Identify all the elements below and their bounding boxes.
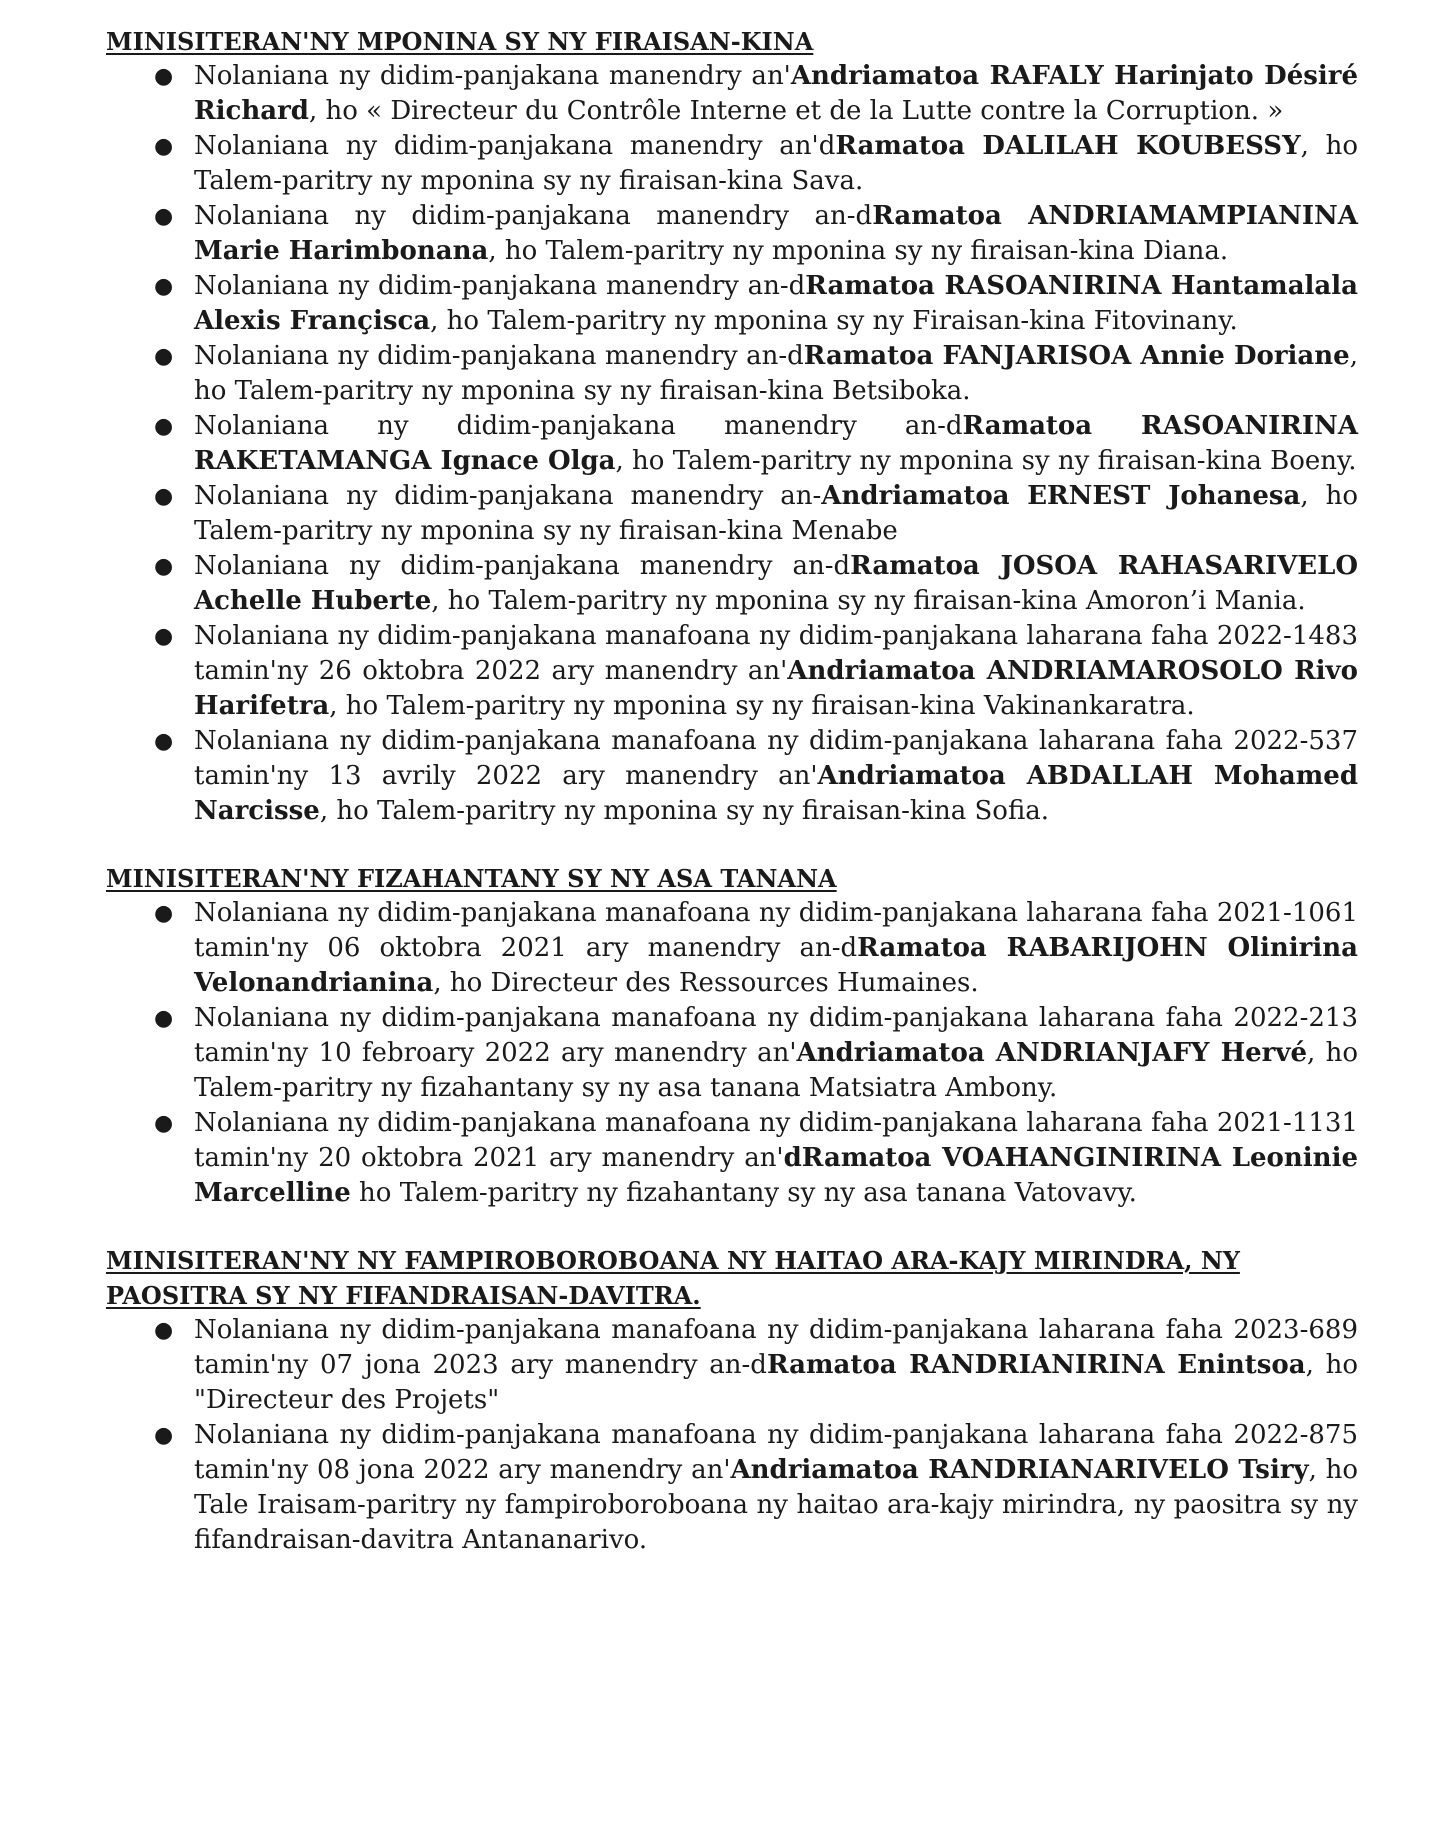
decree-role: , ho "Directeur des Projets" [194,1350,1358,1415]
decree-item [106,129,1358,199]
appointee-name: dRamatoa VOAHANGINIRINA Leoninie Marcelline [194,1143,1358,1208]
decree-text: Nolaniana ny didim-panjakana manendry an-d [194,411,963,441]
decree-item [106,409,1358,479]
appointee-name: Ramatoa ANDRIAMAMPIANINA Marie Harimbonana [194,201,1358,266]
decree-role: , ho Tale Iraisam-paritry ny fampiroboroboana ny haitao ara-kajy mirindra, ny paositra sy ny fifandraisan-davitra Antananarivo. [194,1455,1358,1555]
bullet-icon: ● [154,1423,174,1448]
bullet-icon: ● [154,414,174,439]
decree-item [106,896,1358,1001]
decree-role: , ho Talem-paritry ny mponina sy ny firaisan-kina Sofia. [319,796,1050,826]
decree-role: ho Talem-paritry ny fizahantany sy ny asa tanana Vatovavy. [350,1178,1137,1208]
decree-role: , ho Talem-paritry ny mponina sy ny firaisan-kina Boeny. [615,446,1357,476]
bullet-icon: ● [154,344,174,369]
decree-text: Nolaniana ny didim-panjakana manendry an-d [194,341,804,371]
decree-text: Nolaniana ny didim-panjakana manendry an- [194,481,822,511]
decree-text: Nolaniana ny didim-panjakana manendry an-d [194,271,806,301]
decree-role: , ho « Directeur du Contrôle Interne et de la Lutte contre la Corruption. » [308,96,1284,126]
appointee-name: Andriamatoa ABDALLAH Mohamed Narcisse [194,761,1358,826]
bullet-icon: ● [154,624,174,649]
appointee-name: Ramatoa RANDRIANIRINA Enintsoa [766,1350,1306,1380]
bullet-icon: ● [154,554,174,579]
appointee-name: Ramatoa JOSOA RAHASARIVELO Achelle Huberte [194,551,1358,616]
decree-text: Nolaniana ny didim-panjakana manendry an' [194,61,791,91]
decree-text: Nolaniana ny didim-panjakana manafoana ny didim-panjakana laharana faha 2022-537 tamin'ny 13 avrily 2022 ary manendry an' [194,726,1358,791]
bullet-icon: ● [154,1006,174,1031]
decree-item [106,619,1358,724]
decree-list [106,59,1358,829]
section-heading: MINISITERAN'NY FIZAHANTANY SY NY ASA TANANA [106,864,837,893]
appointee-name: Andriamatoa ERNEST Johanesa [821,481,1301,511]
decree-item [106,1418,1358,1558]
decree-text: Nolaniana ny didim-panjakana manafoana ny didim-panjakana laharana faha 2023-689 tamin'ny 07 jona 2023 ary manendry an-d [194,1315,1358,1380]
decree-item [106,1001,1358,1106]
appointee-name: Andriamatoa ANDRIANJAFY Hervé [796,1038,1308,1068]
decree-role: , ho Talem-paritry ny mponina sy ny firaisan-kina Vakinankaratra. [329,691,1195,721]
decree-text: Nolaniana ny didim-panjakana manendry an-d [194,551,851,581]
bullet-icon: ● [154,134,174,159]
bullet-icon: ● [154,484,174,509]
appointee-name: Ramatoa DALILAH KOUBESSY [835,131,1301,161]
section-ministry-population [106,24,1358,829]
decree-role: , ho Talem-paritry ny mponina sy ny Firaisan-kina Fitovinany. [430,306,1238,336]
decree-text: Nolaniana ny didim-panjakana manendry an-d [194,201,873,231]
appointee-name: Andriamatoa RAFALY Harinjato Désiré Richard [194,61,1358,126]
appointee-name: Ramatoa RABARIJOHN Olinirina Velonandrianina [194,933,1358,998]
decree-text: Nolaniana ny didim-panjakana manafoana ny didim-panjakana laharana faha 2022-875 tamin'ny 08 jona 2022 ary manendry an' [194,1420,1358,1485]
decree-text: Nolaniana ny didim-panjakana manafoana ny didim-panjakana laharana faha 2021-1131 tamin'ny 20 oktobra 2021 ary manendry an' [194,1108,1358,1173]
decree-item [106,269,1358,339]
decree-role: , ho Talem-paritry ny mponina sy ny firaisan-kina Diana. [488,236,1229,266]
document-page [106,24,1358,1590]
decree-role: , ho Talem-paritry ny mponina sy ny firaisan-kina Sava. [194,131,1358,196]
bullet-icon: ● [154,64,174,89]
decree-item [106,479,1358,549]
decree-item [106,339,1358,409]
section-ministry-tourism [106,861,1358,1211]
decree-role: , ho Talem-paritry ny fizahantany sy ny asa tanana Matsiatra Ambony. [194,1038,1358,1103]
section-heading: MINISITERAN'NY NY FAMPIROBOROBOANA NY HAITAO ARA-KAJY MIRINDRA, NY PAOSITRA SY NY FIFANDRAISAN-DAVITRA. [106,1246,1240,1310]
section-ministry-digital [106,1243,1358,1558]
decree-role: , ho Directeur des Ressources Humaines. [433,968,979,998]
appointee-name: Andriamatoa ANDRIAMAROSOLO Rivo Harifetra [194,656,1358,721]
bullet-icon: ● [154,901,174,926]
decree-role: , ho Talem-paritry ny mponina sy ny firaisan-kina Betsiboka. [194,341,1358,406]
decree-item [106,1106,1358,1211]
bullet-icon: ● [154,1111,174,1136]
appointee-name: Ramatoa RASOANIRINA RAKETAMANGA Ignace Olga [194,411,1358,476]
decree-text: Nolaniana ny didim-panjakana manafoana ny didim-panjakana laharana faha 2022-1483 tamin'ny 26 oktobra 2022 ary manendry an' [194,621,1358,686]
decree-text: Nolaniana ny didim-panjakana manafoana ny didim-panjakana laharana faha 2021-1061 tamin'ny 06 oktobra 2021 ary manendry an-d [194,898,1358,963]
appointee-name: Ramatoa FANJARISOA Annie Doriane [803,341,1350,371]
decree-item [106,724,1358,829]
appointee-name: Ramatoa RASOANIRINA Hantamalala Alexis Françisca [194,271,1358,336]
decree-item [106,549,1358,619]
decree-text: Nolaniana ny didim-panjakana manendry an'd [194,131,836,161]
bullet-icon: ● [154,1318,174,1343]
bullet-icon: ● [154,204,174,229]
bullet-icon: ● [154,729,174,754]
decree-item [106,1313,1358,1418]
decree-item [106,199,1358,269]
decree-role: , ho Talem-paritry ny mponina sy ny firaisan-kina Menabe [194,481,1358,546]
bullet-icon: ● [154,274,174,299]
decree-list [106,896,1358,1211]
appointee-name: Andriamatoa RANDRIANARIVELO Tsiry [730,1455,1309,1485]
decree-text: Nolaniana ny didim-panjakana manafoana ny didim-panjakana laharana faha 2022-213 tamin'ny 10 febroary 2022 ary manendry an' [194,1003,1358,1068]
decree-role: , ho Talem-paritry ny mponina sy ny firaisan-kina Amoron’i Mania. [431,586,1306,616]
decree-item [106,59,1358,129]
decree-list [106,1313,1358,1558]
section-heading: MINISITERAN'NY MPONINA SY NY FIRAISAN-KINA [106,27,814,56]
